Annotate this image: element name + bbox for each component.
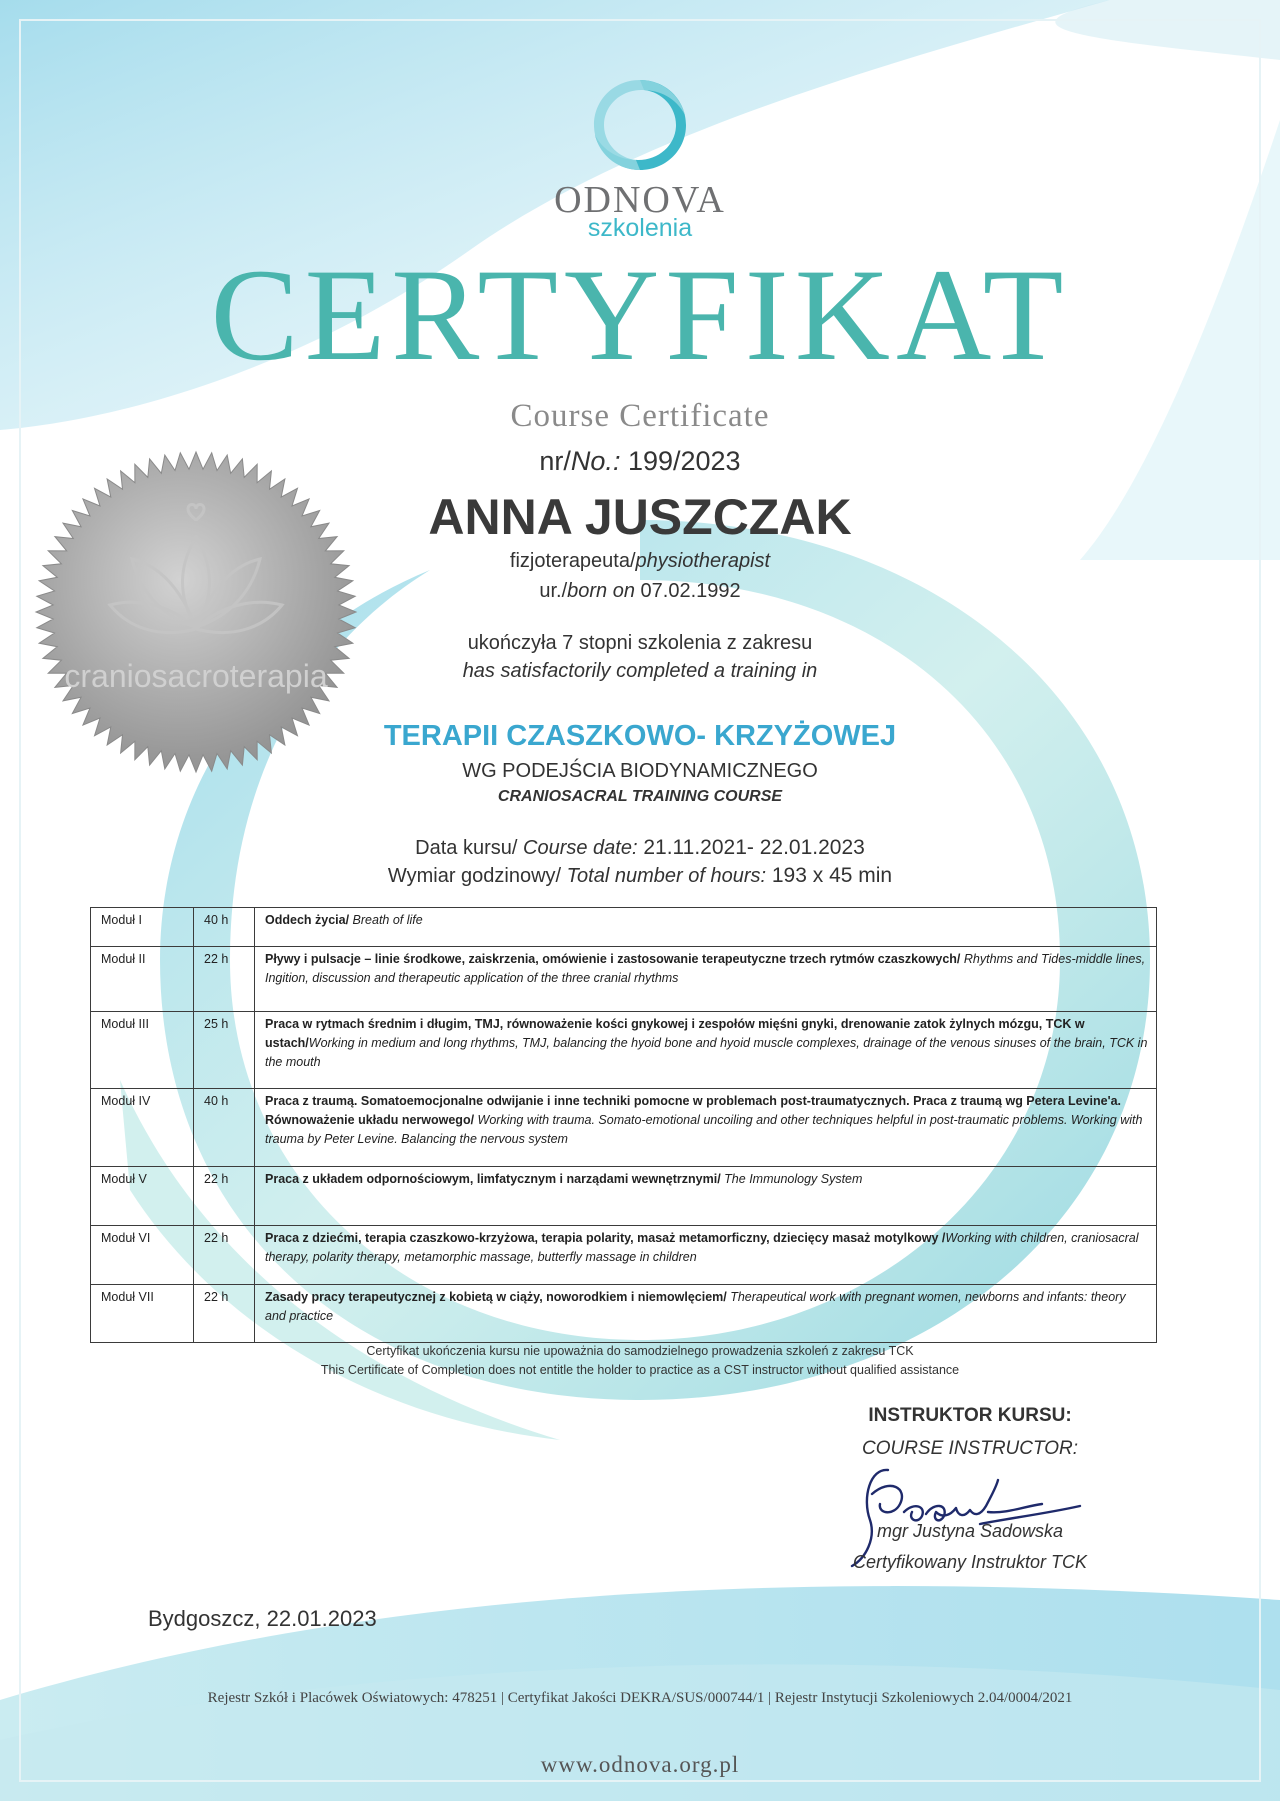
module-cell: Moduł VI [91, 1226, 194, 1285]
date-value: 21.11.2021- 22.01.2023 [637, 836, 865, 859]
hours-label: Wymiar godzinowy/ [387, 865, 567, 887]
description-cell [255, 1285, 1157, 1343]
number-value: 199/2023 [620, 446, 741, 476]
date-label-en: Course date: [523, 837, 638, 859]
description-pl: Praca w rytmach średnim i długim, TMJ, równoważenie kości gnykowej i zespołów mięśni gnyki, drenowanie zatok żylnych mózgu, TCK w ustach/ [265, 1017, 1085, 1050]
description-pl: Zasady pracy terapeutycznej z kobietą w ciąży, noworodkiem i niemowlęciem/ [265, 1290, 727, 1304]
hours-cell: 22 h [194, 1167, 255, 1226]
recipient-name: ANNA JUSZCZAK [428, 489, 852, 545]
instructor-label-en: COURSE INSTRUCTOR: [861, 1438, 1079, 1459]
description-cell [255, 908, 1157, 947]
hours-cell: 22 h [194, 1285, 255, 1343]
course-name: TERAPII CZASZKOWO- KRZYŻOWEJ [383, 720, 897, 752]
course-approach: WG PODEJŚCIA BIODYNAMICZNEGO [462, 760, 818, 782]
table-row [91, 1226, 1157, 1285]
table-row [91, 1167, 1157, 1226]
born-date-value: 07.02.1992 [634, 580, 741, 602]
hours-value: 193 x 45 min [766, 864, 893, 887]
description-cell [255, 1226, 1157, 1285]
website: www.odnova.org.pl [540, 1752, 740, 1777]
module-cell: Moduł III [91, 1012, 194, 1089]
disclaimer-en: This Certificate of Completion does not entitle the holder to practice as a CST instructor without qualified assistance [320, 1363, 960, 1377]
description-en: Working with trauma. Somato-emotional uncoiling and other techniques helpful in post-traumatic problems. Working with trauma by Peter Levine. Balancing the nervous system [265, 1113, 1143, 1146]
profession-pl: fizjoterapeuta/ [509, 550, 636, 572]
date-label: Data kursu/ [415, 837, 523, 859]
hours-label-en: Total number of hours: [566, 865, 767, 887]
seal-text: craniosacroterapia [64, 658, 328, 694]
profession [0, 550, 1280, 573]
course-name-en: CRANIOSACRAL TRAINING COURSE [497, 788, 783, 805]
hours-cell: 22 h [194, 1226, 255, 1285]
number-prefix: nr/ [539, 446, 571, 476]
certificate-title: CERTYFIKAT [210, 241, 1070, 388]
module-cell: Moduł IV [91, 1089, 194, 1167]
table-row [91, 1285, 1157, 1343]
description-en: Working with children, craniosacral therapy, polarity therapy, metamorphic massage, butterfly massage in children [265, 1231, 1139, 1264]
completion-pl: ukończyła 7 stopni szkolenia z zakresu [467, 632, 813, 654]
description-en: Therapeutical work with pregnant women, newborns and infants: theory and practice [265, 1290, 1126, 1323]
course-hours [0, 864, 1280, 888]
description-pl: Oddech życia/ [265, 913, 350, 927]
module-cell: Moduł II [91, 947, 194, 1012]
certificate-subtitle: Course Certificate [510, 398, 770, 434]
description-en: Working in medium and long rhythms, TMJ, balancing the hyoid bone and hyoid muscle complexes, drainage of the venous sinuses of the brain, TCK in the mouth [265, 1036, 1148, 1069]
description-pl: Pływy i pulsacje – linie środkowe, zaiskrzenia, omówienie i zastosowanie terapeutyczne trzech rytmów czaszkowych/ [265, 952, 961, 966]
description-pl: Praca z traumą. Somatoemocjonalne odwijanie i inne techniki pomocne w problemach post-traumatycznych. Praca z traumą wg Petera Levine'a. Równoważenie układu nerwowego/ [265, 1094, 1121, 1127]
brand-subtitle: szkolenia [587, 214, 693, 242]
registry-line: Rejestr Szkół i Placówek Oświatowych: 478251 | Certyfikat Jakości DEKRA/SUS/000744/1 | Rejestr Instytucji Szkoleniowych 2.04/0004/2021 [207, 1690, 1073, 1706]
completion-en: has satisfactorily completed a training in [462, 660, 818, 682]
description-cell [255, 1012, 1157, 1089]
table-row [91, 1012, 1157, 1089]
description-cell [255, 947, 1157, 1012]
hours-cell: 40 h [194, 1089, 255, 1167]
instructor-title: Certyfikowany Instruktor TCK [852, 1552, 1088, 1572]
table-row [91, 947, 1157, 1012]
birth-date [0, 580, 1280, 603]
instructor-name: mgr Justyna Sadowska [876, 1521, 1064, 1541]
profession-en: physiotherapist [635, 550, 771, 572]
brand-name: ODNOVA [554, 179, 726, 221]
description-pl: Praca z dziećmi, terapia czaszkowo-krzyżowa, terapia polarity, masaż metamorficzny, dziecięcy masaż motylkowy / [265, 1231, 946, 1245]
module-cell: Moduł I [91, 908, 194, 947]
hours-cell: 22 h [194, 947, 255, 1012]
table-row [91, 1089, 1157, 1167]
description-cell [255, 1089, 1157, 1167]
description-en: Breath of life [349, 913, 423, 927]
description-en: Rhythms and Tides-middle lines, Ingition, discussion and therapeutic application of the three cranial rhythms [265, 952, 1146, 985]
description-cell [255, 1167, 1157, 1226]
odnova-logo-icon [582, 72, 698, 178]
module-cell: Moduł VII [91, 1285, 194, 1343]
disclaimer-pl: Certyfikat ukończenia kursu nie upoważnia do samodzielnego prowadzenia szkoleń z zakresu TCK [366, 1344, 914, 1358]
hours-cell: 40 h [194, 908, 255, 947]
born-label-en: born on [567, 580, 635, 602]
course-date [0, 836, 1280, 860]
instructor-label-pl: INSTRUKTOR KURSU: [868, 1405, 1072, 1426]
number-prefix-en: No.: [570, 446, 621, 476]
module-cell: Moduł V [91, 1167, 194, 1226]
place-date: Bydgoszcz, 22.01.2023 [148, 1606, 377, 1631]
hours-cell: 25 h [194, 1012, 255, 1089]
description-pl: Praca z układem odpornościowym, limfatycznym i narządami wewnętrznymi/ [265, 1172, 721, 1186]
modules-table [90, 907, 1157, 1343]
table-row [91, 908, 1157, 947]
born-prefix: ur./ [539, 580, 568, 602]
description-en: The Immunology System [720, 1172, 863, 1186]
